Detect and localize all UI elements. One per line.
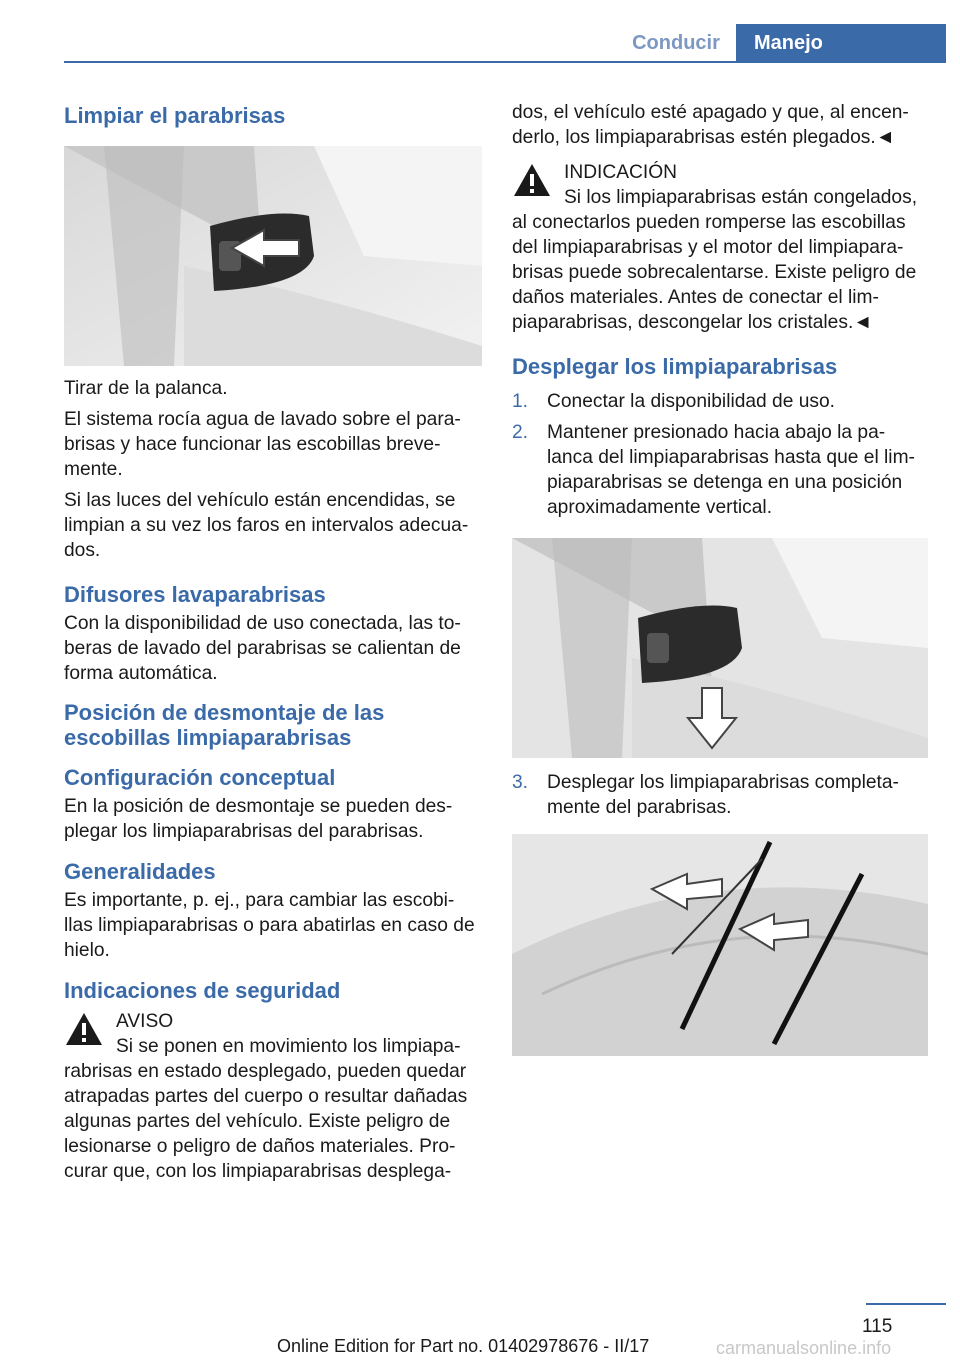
note-title: INDICACIÓN [564,162,677,183]
heading-concept: Configuración conceptual [64,765,336,790]
note-text-content: Si los limpiaparabrisas están congelados, al conectarlos pueden romperse las escobillas del limpiaparabrisas y el motor del limpiapara-brisas puede sobrecalentarse. Existe peligro de daños materiales. Antes de conectar el lim-piaparabrisas, descongelar los cristales.◄ [512,187,918,333]
step-item [512,389,930,414]
warning-text-content: Si se ponen en movimiento los limpiapa-rabrisas en estado desplegado, pueden quedar atrapadas partes del cuerpo o resultar dañadas algunas partes del vehículo. Existe peligro de lesionarse o peligro de daños materiales. Pro-curar que, con los limpiaparabrisas desplega- [64,1036,468,1182]
paragraph-washer-nozzles: Con la disponibilidad de uso conectada, las to-beras de lavado del parabrisas se calientan de forma automática. [64,613,461,684]
heading-washer-nozzles: Difusores lavaparabrisas [64,582,326,607]
step-number: 3. [512,772,529,793]
step-item [512,770,930,820]
paragraph-general: Es importante, p. ej., para cambiar las escobi-llas limpiaparabrisas o para abatirlas en caso de hielo. [64,890,475,961]
heading-general: Generalidades [64,859,216,884]
note-text [512,185,930,335]
paragraph-concept: En la posición de desmontaje se pueden des-plegar los limpiaparabrisas del parabrisas. [64,796,453,842]
figure-lever-pull [64,146,482,366]
warning-icon [64,1011,104,1047]
left-column [64,96,482,1184]
note-box [512,160,930,185]
heading-safety: Indicaciones de seguridad [64,978,341,1003]
tab-manejo[interactable] [736,24,946,62]
step-item [512,420,930,520]
tab-conducir[interactable] [618,24,734,62]
warning-title: AVISO [116,1011,174,1032]
steps-list-continued [512,770,930,820]
warning-text [64,1034,482,1184]
figure-wipers-folded [512,834,928,1056]
footer-rule [866,1303,946,1305]
header-rule [64,61,946,63]
paragraph-headlights: Si las luces del vehículo están encendidas, se limpian a su vez los faros en intervalos adecua-dos. [64,490,469,561]
step-text: Conectar la disponibilidad de uso. [547,391,835,412]
step-number: 1. [512,391,529,412]
footer-edition: Online Edition for Part no. 01402978676 - II/17 [277,1336,650,1356]
step-text: Desplegar los limpiaparabrisas completa-mente del parabrisas. [547,772,899,818]
heading-clean-windshield: Limpiar el parabrisas [64,103,286,128]
step-number: 2. [512,422,529,443]
paragraph-spray: El sistema rocía agua de lavado sobre el para-brisas y hace funcionar las escobillas breve-mente. [64,409,461,480]
paragraph-pull-lever: Tirar de la palanca. [64,378,228,399]
right-column [512,96,930,1056]
note-icon [512,162,552,198]
page-number: 115 [862,1316,893,1337]
watermark: carmanualsonline.info [716,1338,892,1358]
step-text: Mantener presionado hacia abajo la pa-lanca del limpiaparabrisas hasta que el lim-piaparabrisas se detenga en una posición aproximadamente vertical. [547,422,915,518]
tab-conducir-label: Conducir [632,31,720,54]
paragraph-warning-continued: dos, el vehículo esté apagado y que, al encen-derlo, los limpiaparabrisas estén plegados.◄ [512,102,909,148]
heading-removal-position: Posición de desmontaje de las escobillas limpiaparabrisas [64,700,385,750]
tab-manejo-label: Manejo [754,31,823,54]
figure-lever-down [512,538,928,758]
warning-box [64,1009,482,1034]
steps-list [512,389,930,520]
heading-fold-wipers: Desplegar los limpiaparabrisas [512,354,838,379]
